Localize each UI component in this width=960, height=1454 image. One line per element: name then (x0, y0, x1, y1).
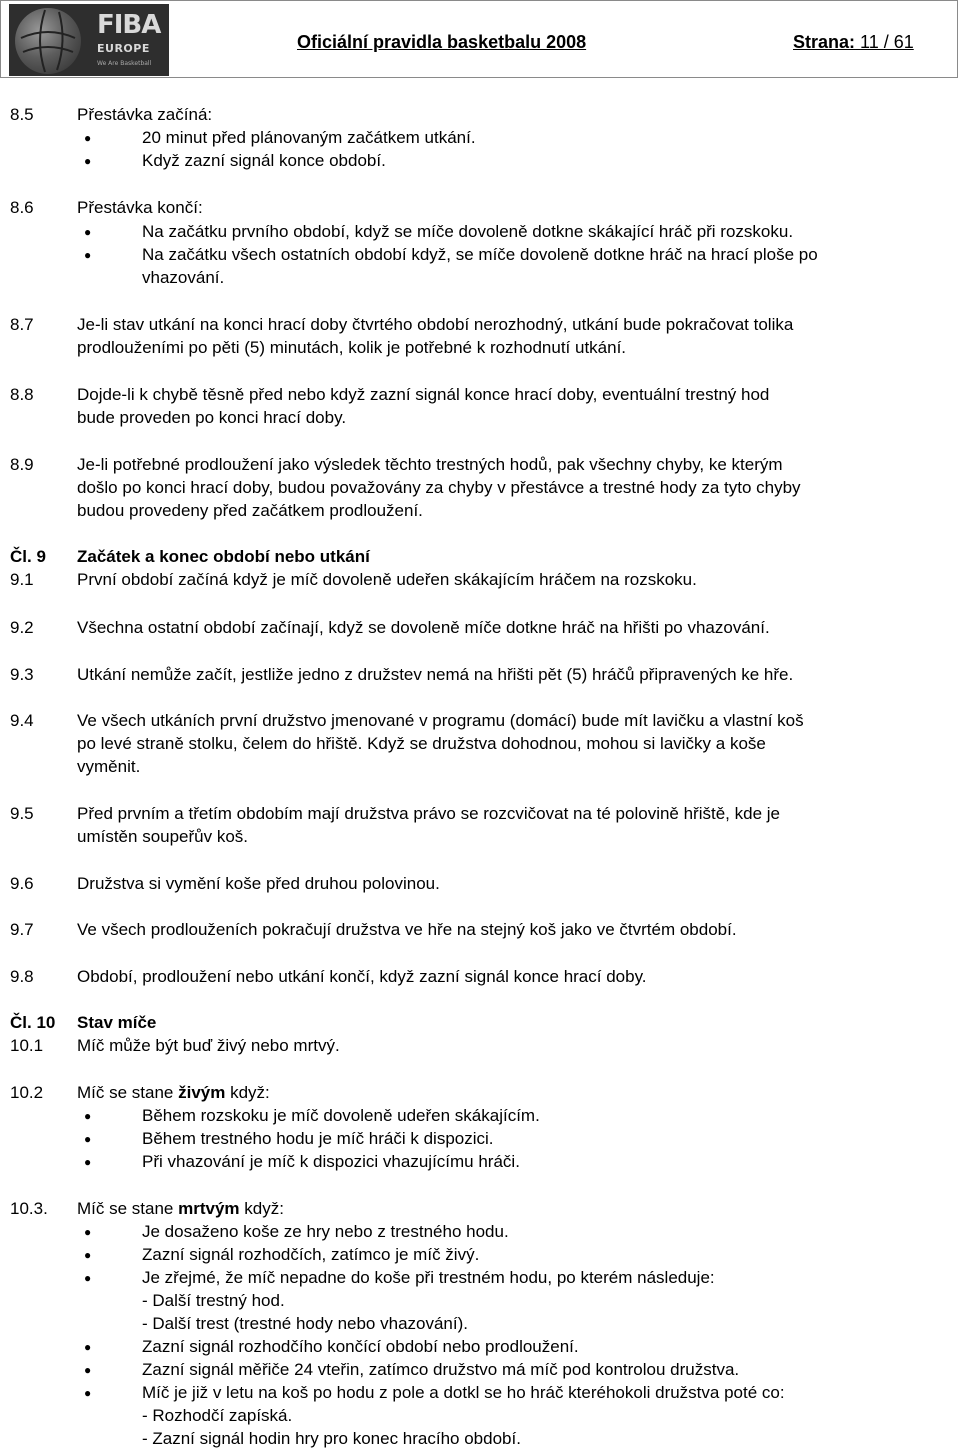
section-number: 10.3. (10, 1199, 48, 1218)
section-text: Je-li potřebné prodloužení jako výsledek těchto trestných hodů, pak všechny chyby, ke kterým (77, 455, 783, 474)
list-item: Míč je již v letu na koš po hodu z pole a dotkl se ho hráč kteréhokoli družstva poté co: (142, 1383, 785, 1402)
section-text: Dojde-li k chybě těsně před nebo když zazní signál konce hrací doby, eventuální trestný hod (77, 385, 770, 404)
bullet-icon: ● (84, 1386, 92, 1400)
section-number: 8.6 (10, 198, 34, 217)
section-text (77, 1198, 284, 1220)
section-text: Všechna ostatní období začínají, když se dovoleně míče dotkne hráč na hřišti po vhazování. (77, 618, 770, 637)
page-header (0, 0, 958, 78)
fiba-europe-logo (9, 4, 169, 76)
section-text: Je-li stav utkání na konci hrací doby čtvrtého období nerozhodný, utkání bude pokračovat tolika (77, 315, 794, 334)
article-number: Čl. 9 (10, 547, 46, 566)
section-number: 9.8 (10, 967, 34, 986)
basketball-icon (15, 8, 81, 74)
section-number: 9.4 (10, 711, 34, 730)
section-number: 8.5 (10, 105, 34, 124)
section-number: 8.7 (10, 315, 34, 334)
bullet-icon: ● (84, 1155, 92, 1169)
list-item: Během trestného hodu je míč hráči k dispozici. (142, 1129, 494, 1148)
list-item: Je zřejmé, že míč nepadne do koše při trestném hodu, po kterém následuje: (142, 1268, 715, 1287)
list-item: Na začátku všech ostatních období když, se míče dovoleně dotkne hráč na hrací ploše po (142, 245, 818, 264)
section-number: 9.2 (10, 618, 34, 637)
section-text: umístěn soupeřův koš. (77, 827, 249, 846)
section-number: 10.2 (10, 1083, 44, 1102)
section-text: došlo po konci hrací doby, budou považovány za chyby v přestávce a trestné hody za tyto chyby (77, 478, 801, 497)
logo-subtitle: EUROPE (97, 42, 150, 55)
list-item: Je dosaženo koše ze hry nebo z trestného hodu. (142, 1222, 509, 1241)
section-text: Družstva si vymění koše před druhou polovinou. (77, 874, 440, 893)
section-text: budou provedeny před začátkem prodloužení. (77, 501, 423, 520)
sub-list-item: - Další trest (trestné hody nebo vhazování). (142, 1314, 468, 1333)
list-item: Zazní signál rozhodčích, zatímco je míč živý. (142, 1245, 480, 1264)
section-text: bude proveden po konci hrací doby. (77, 408, 347, 427)
section-text: Období, prodloužení nebo utkání končí, když zazní signál konce hrací doby. (77, 967, 647, 986)
list-item: Během rozskoku je míč dovoleně udeřen skákajícím. (142, 1106, 540, 1125)
list-item: Když zazní signál konce období. (142, 151, 386, 170)
section-number: 8.8 (10, 385, 34, 404)
article-title: Začátek a konec období nebo utkání (77, 547, 370, 566)
sub-list-item: - Rozhodčí zapíská. (142, 1406, 293, 1425)
bullet-icon: ● (84, 248, 92, 262)
bold-term: mrtvým (178, 1199, 240, 1218)
list-item: Zazní signál měřiče 24 vteřin, zatímco družstvo má míč pod kontrolou družstva. (142, 1360, 740, 1379)
section-number: 8.9 (10, 455, 34, 474)
bullet-icon: ● (84, 225, 92, 239)
article-title: Stav míče (77, 1013, 157, 1032)
list-item: 20 minut před plánovaným začátkem utkání. (142, 128, 476, 147)
section-text: Ve všech utkáních první družstvo jmenované v programu (domácí) bude mít lavičku a vlastní koš (77, 711, 804, 730)
page-label: Strana: (793, 32, 856, 52)
logo-tagline: We Are Basketball (97, 60, 152, 67)
text-span: Míč se stane (77, 1083, 179, 1102)
logo-wordmark: FIBA (97, 10, 161, 40)
section-text: Utkání nemůže začít, jestliže jedno z družstev nemá na hřišti pět (5) hráčů připravených ke hře. (77, 665, 794, 684)
section-text: Před prvním a třetím obdobím mají družstva právo se rozcvičovat na té polovině hřiště, kde je (77, 804, 780, 823)
section-number: 9.6 (10, 874, 34, 893)
bullet-icon: ● (84, 1225, 92, 1239)
bullet-icon: ● (84, 1248, 92, 1262)
section-text: Přestávka začíná: (77, 105, 213, 124)
page-number (793, 32, 914, 53)
bullet-icon: ● (84, 1363, 92, 1377)
list-item: Zazní signál rozhodčího končící období nebo prodloužení. (142, 1337, 579, 1356)
article-number: Čl. 10 (10, 1013, 56, 1032)
section-text (77, 1082, 270, 1104)
text-span: Míč se stane (77, 1199, 179, 1218)
document-title: Oficiální pravidla basketbalu 2008 (297, 32, 587, 52)
bold-term: živým (178, 1083, 226, 1102)
section-number: 9.3 (10, 665, 34, 684)
sub-list-item: - Další trestný hod. (142, 1291, 285, 1310)
text-span: když: (239, 1199, 284, 1218)
bullet-icon: ● (84, 1132, 92, 1146)
section-text: První období začíná když je míč dovoleně udeřen skákajícím hráčem na rozskoku. (77, 570, 697, 589)
list-item: Na začátku prvního období, když se míče dovoleně dotkne skákající hráč při rozskoku. (142, 222, 794, 241)
list-item: Při vhazování je míč k dispozici vhazujícímu hráči. (142, 1152, 520, 1171)
section-text: vyměnit. (77, 757, 141, 776)
section-text: Přestávka končí: (77, 198, 203, 217)
section-number: 10.1 (10, 1036, 44, 1055)
list-item-continuation: vhazování. (142, 268, 225, 287)
section-text: Ve všech prodlouženích pokračují družstva ve hře na stejný koš jako ve čtvrtém období. (77, 920, 737, 939)
section-text: Míč může být buď živý nebo mrtvý. (77, 1036, 340, 1055)
section-number: 9.5 (10, 804, 34, 823)
section-text: prodlouženími po pěti (5) minutách, kolik je potřebné k rozhodnutí utkání. (77, 338, 627, 357)
bullet-icon: ● (84, 154, 92, 168)
text-span: když: (225, 1083, 270, 1102)
section-text: po levé straně stolku, čelem do hřiště. Když se družstva dohodnou, mohou si lavičky a koše (77, 734, 766, 753)
page-value: 11 / 61 (860, 32, 914, 52)
section-number: 9.7 (10, 920, 34, 939)
section-number: 9.1 (10, 570, 34, 589)
bullet-icon: ● (84, 1109, 92, 1123)
bullet-icon: ● (84, 131, 92, 145)
bullet-icon: ● (84, 1340, 92, 1354)
bullet-icon: ● (84, 1271, 92, 1285)
sub-list-item: - Zazní signál hodin hry pro konec hracího období. (142, 1429, 521, 1448)
